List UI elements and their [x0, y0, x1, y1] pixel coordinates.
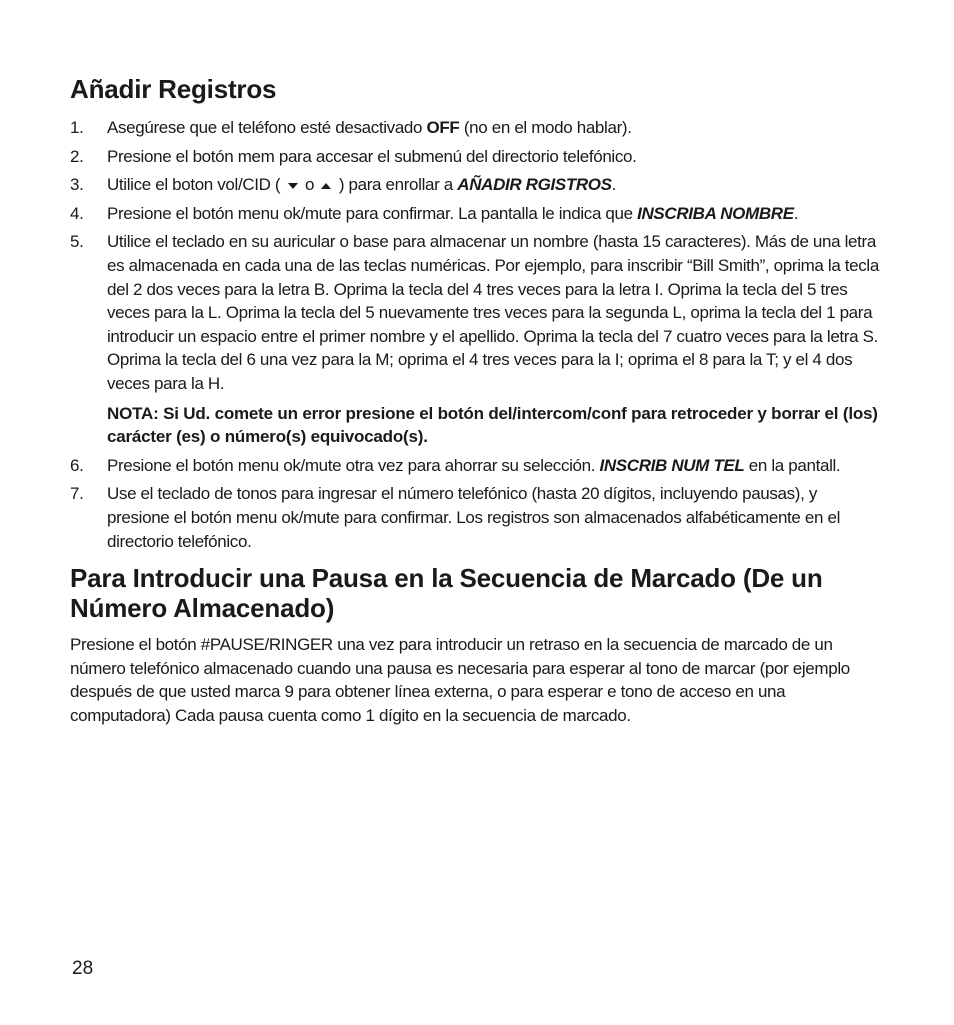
step-text: en la pantall. — [744, 455, 841, 475]
step-number: 2. — [70, 146, 84, 166]
step-text: o — [300, 175, 319, 195]
step-keyword: OFF — [426, 118, 460, 137]
step-text: Presione el botón mem para accesar el submenú del directorio telefónico. — [107, 146, 637, 166]
list-item — [70, 202, 880, 226]
steps-list — [70, 116, 880, 553]
arrow-up-icon — [321, 183, 331, 189]
page-content — [70, 74, 880, 727]
list-item — [70, 173, 880, 197]
list-item — [70, 454, 880, 478]
step-number: 5. — [70, 232, 84, 252]
section-body-text: Presione el botón #PAUSE/RINGER una vez para introducir un retraso en la secuencia de marcado de un número telefónico almacenado cuando una pausa es necesaria para esperar al tono de marcar (por ejemplo después de que usted marca 9 para obtener línea externa, o para esperar e tono de acceso en una computadora) Cada pausa cuenta como 1 dígito en la secuencia de marcado. — [70, 635, 850, 725]
step-text: ) para enrollar a — [334, 175, 458, 195]
step-text: . — [611, 175, 617, 195]
arrow-down-icon — [288, 183, 298, 189]
step-text: Presione el botón menu ok/mute otra vez para ahorrar su selección. — [107, 455, 600, 475]
step-number: 7. — [70, 484, 84, 504]
step-text: Utilice el boton vol/CID ( — [107, 175, 285, 195]
step-text: Use el teclado de tonos para ingresar el número telefónico (hasta 20 dígitos, incluyendo pausas), y presione el botón menu ok/mute para confirmar. Los registros son almacenados alfabéticamente en el directorio telefónico. — [107, 484, 841, 551]
step-text: Asegúrese que el teléfono esté desactivado — [107, 118, 427, 137]
section-title-pause: Para Introducir una Pausa en la Secuencia de Marcado (De un Número Almacenado) — [70, 563, 823, 624]
step-text: . — [793, 203, 799, 223]
step-display-text: INSCRIB NUM TEL — [599, 455, 745, 475]
list-item — [70, 145, 880, 169]
step-number: 3. — [70, 175, 84, 195]
step-display-text: AÑADIR RGISTROS — [457, 175, 612, 195]
step-display-text: INSCRIBA NOMBRE — [637, 203, 794, 223]
step-number: 4. — [70, 203, 84, 223]
section-title-add-records: Añadir Registros — [70, 74, 277, 104]
page-number: 28 — [72, 958, 94, 979]
step-text: Presione el botón menu ok/mute para confirmar. La pantalla le indica que — [107, 203, 638, 223]
list-item — [70, 116, 880, 140]
step-number: 6. — [70, 455, 84, 475]
note-text: NOTA: Si Ud. comete un error presione el botón del/intercom/conf para retroceder y borrar el (los) carácter (es) o número(s) equivocado(s). — [107, 403, 878, 447]
step-text: Utilice el teclado en su auricular o base para almacenar un nombre (hasta 15 caracteres). Más de una letra es almacenada en cada una de las teclas numéricas. Por ejemplo, para inscribir “Bill Smith”, oprima la tecla del 2 dos veces para la letra B. Oprima la tecla del 4 tres veces para la letra I. Oprima la tecla del 5 tres veces para la L. Oprima la tecla del 5 nuevamente tres veces para la segunda L, oprima la tecla del 1 para introducir un espacio entre el primer nombre y el apellido. Oprima la tecla del 7 cuatro veces para la letra S. Oprima la tecla del 6 una vez para la M; oprima el 4 tres veces para la I; oprima el 8 para la T; y el 4 dos veces para la H. — [107, 232, 879, 393]
list-item — [70, 482, 880, 553]
list-item — [70, 230, 880, 448]
step-text: (no en el modo hablar). — [459, 118, 632, 137]
step-number: 1. — [70, 118, 84, 137]
